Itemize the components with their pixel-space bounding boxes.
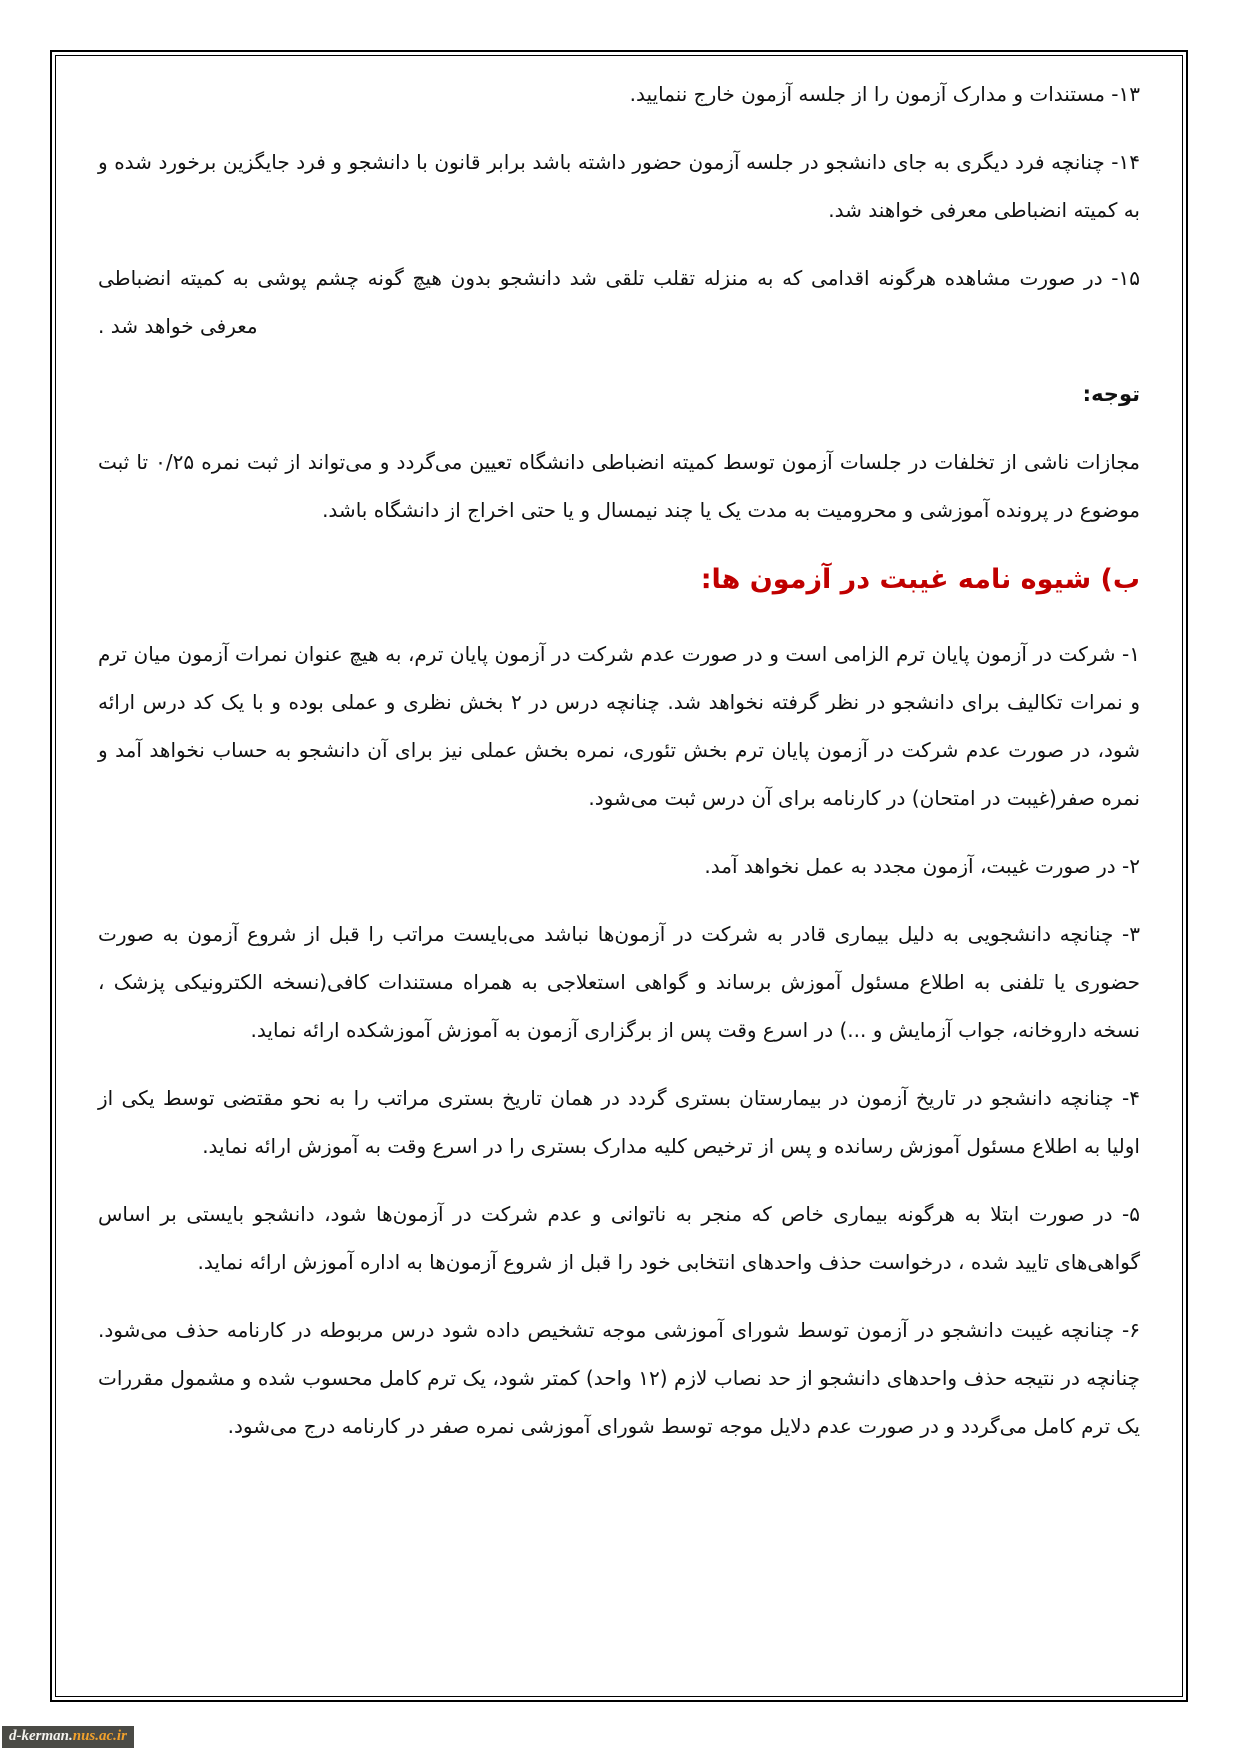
absence-rule-2-paragraph: ۲- در صورت غیبت، آزمون مجدد به عمل نخواهد آمد.: [704, 854, 1140, 878]
page-content-area: [55, 55, 1183, 1697]
absence-rule-5-paragraph: ۵- در صورت ابتلا به هرگونه بیماری خاص که منجر به ناتوانی و عدم شرکت در آزمون‌ها شود، دانشجو بایستی بر اساس گواهی‌های تایید شده ، درخواست حذف واحدهای انتخابی خود را قبل از شروع آزمون‌ها به اداره آموزش ارائه نماید.: [98, 1202, 1140, 1274]
note-paragraph: مجازات ناشی از تخلفات در جلسات آزمون توسط کمیته انضباطی دانشگاه تعیین می‌گردد و می‌تواند از ثبت نمره ۰/۲۵ تا ثبت موضوع در پرونده آموزشی و محرومیت به مدت یک یا چند نیمسال و یا حتی اخراج از دانشگاه باشد.: [98, 450, 1140, 522]
rule-14-paragraph: ۱۴- چنانچه فرد دیگری به جای دانشجو در جلسه آزمون حضور داشته باشد برابر قانون با دانشجو و فرد جایگزین برخورد شده و به کمیته انضباطی معرفی خواهند شد.: [98, 150, 1140, 222]
site-watermark: [2, 1726, 134, 1748]
absence-rule-6-paragraph: ۶- چنانچه غیبت دانشجو در آزمون توسط شورای آموزشی موجه تشخیص داده شود درس مربوطه در کارنامه حذف می‌شود. چنانچه در نتیجه حذف واحدهای دانشجو از حد نصاب لازم (۱۲ واحد) کمتر شود، یک ترم کامل محسوب شده و مشمول مقررات یک ترم کامل می‌گردد و در صورت عدم دلایل موجه توسط شورای آموزشی نمره صفر در کارنامه درج می‌شود.: [98, 1318, 1141, 1438]
note-label: توجه:: [1082, 382, 1140, 406]
absence-rule-3-paragraph: ۳- چنانچه دانشجویی به دلیل بیماری قادر به شرکت در آزمون‌ها نباشد می‌بایست مراتب را قبل از شروع آزمون به صورت حضوری یا تلفنی به اطلاع مسئول آموزش برساند و گواهی استعلاجی به همراه مستندات کافی(نسخه الکترونیکی پزشک ، نسخه داروخانه، جواب آزمایش و ...) در اسرع وقت پس از برگزاری آزمون به آموزش آموزشکده ارائه نماید.: [98, 922, 1140, 1042]
watermark-domain-left: d-kerman.: [9, 1728, 73, 1744]
rule-15-paragraph: ۱۵- در صورت مشاهده هرگونه اقدامی که به منزله تقلب تلقی شد دانشجو بدون هیچ گونه چشم پوشی به کمیته انضباطی معرفی خواهد شد .: [98, 266, 1140, 338]
absence-rule-4-paragraph: ۴- چنانچه دانشجو در تاریخ آزمون در بیمارستان بستری گردد در همان تاریخ بستری مراتب را به نحو مقتضی توسط یکی از اولیا به اطلاع مسئول آموزش رسانده و پس از ترخیص کلیه مدارک بستری را در اسرع وقت به آموزش ارائه نماید.: [98, 1086, 1140, 1158]
rule-13-paragraph: ۱۳- مستندات و مدارک آزمون را از جلسه آزمون خارج ننمایید.: [629, 82, 1140, 106]
section-b-heading: ب) شیوه نامه غیبت در آزمون ها:: [700, 564, 1140, 595]
absence-rule-1-paragraph: ۱- شرکت در آزمون پایان ترم الزامی است و در صورت عدم شرکت در آزمون پایان ترم، به هیچ عنوان نمرات آزمون میان ترم و نمرات تکالیف برای دانشجو در نظر گرفته نخواهد شد. چنانچه درس در ۲ بخش نظری و عملی بوده و با یک کد درس ارائه شود، در صورت عدم شرکت در آزمون پایان ترم بخش تئوری، نمره بخش عملی نیز برای آن دانشجو به حساب نخواهد آمد و نمره صفر(غیبت در امتحان) در کارنامه برای آن درس ثبت می‌شود.: [98, 642, 1141, 810]
watermark-domain-right: nus.ac.ir: [72, 1728, 127, 1744]
page-border-frame: [50, 50, 1188, 1702]
